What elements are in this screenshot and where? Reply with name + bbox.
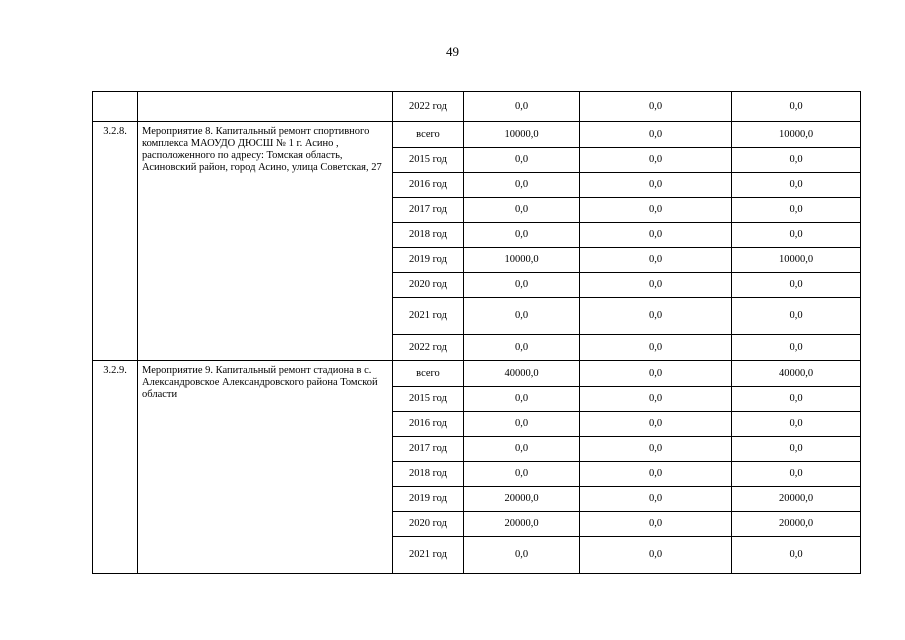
amount-regional-cell: 0,0 [732,412,861,437]
empty-description-cell [138,92,393,122]
amount-total-cell: 0,0 [464,335,580,361]
amount-federal-cell: 0,0 [580,92,732,122]
amount-federal-cell: 0,0 [580,437,732,462]
amount-total-cell: 40000,0 [464,361,580,387]
amount-federal-cell: 0,0 [580,512,732,537]
table-row [93,92,861,122]
period-cell: 2020 год [393,512,464,537]
amount-federal-cell: 0,0 [580,148,732,173]
amount-total-cell: 10000,0 [464,248,580,273]
amount-total-cell: 20000,0 [464,512,580,537]
budget-table [92,91,861,574]
amount-regional-cell: 0,0 [732,148,861,173]
amount-federal-cell: 0,0 [580,335,732,361]
period-cell: 2017 год [393,198,464,223]
amount-regional-cell: 0,0 [732,273,861,298]
amount-federal-cell: 0,0 [580,198,732,223]
amount-total-cell: 10000,0 [464,122,580,148]
amount-regional-cell: 0,0 [732,537,861,574]
amount-total-cell: 0,0 [464,412,580,437]
amount-federal-cell: 0,0 [580,537,732,574]
period-cell: всего [393,361,464,387]
period-cell: 2022 год [393,92,464,122]
budget-table-body [93,92,861,574]
measure-description: Мероприятие 8. Капитальный ремонт спортивного комплекса МАОУДО ДЮСШ № 1 г. Асино , расположенного по адресу: Томская область, Асиновский район, город Асино, улица Советская, 27 [138,122,393,361]
amount-regional-cell: 0,0 [732,462,861,487]
amount-federal-cell: 0,0 [580,412,732,437]
amount-total-cell: 0,0 [464,462,580,487]
period-cell: 2016 год [393,412,464,437]
amount-total-cell: 0,0 [464,173,580,198]
amount-regional-cell: 0,0 [732,437,861,462]
period-cell: 2018 год [393,462,464,487]
measure-description: Мероприятие 9. Капитальный ремонт стадиона в с. Александровское Александровского района Томской области [138,361,393,574]
amount-regional-cell: 0,0 [732,387,861,412]
period-cell: 2020 год [393,273,464,298]
table-row [93,361,861,387]
amount-federal-cell: 0,0 [580,273,732,298]
amount-regional-cell: 0,0 [732,335,861,361]
period-cell: 2019 год [393,248,464,273]
amount-regional-cell: 0,0 [732,298,861,335]
amount-regional-cell: 0,0 [732,173,861,198]
amount-total-cell: 0,0 [464,273,580,298]
period-cell: 2022 год [393,335,464,361]
amount-regional-cell: 0,0 [732,92,861,122]
amount-regional-cell: 40000,0 [732,361,861,387]
amount-total-cell: 0,0 [464,387,580,412]
amount-federal-cell: 0,0 [580,487,732,512]
period-cell: 2017 год [393,437,464,462]
amount-total-cell: 0,0 [464,537,580,574]
amount-total-cell: 0,0 [464,223,580,248]
period-cell: 2015 год [393,148,464,173]
amount-regional-cell: 20000,0 [732,487,861,512]
measure-code: 3.2.9. [93,361,138,574]
amount-federal-cell: 0,0 [580,361,732,387]
amount-federal-cell: 0,0 [580,173,732,198]
amount-total-cell: 0,0 [464,92,580,122]
amount-total-cell: 0,0 [464,437,580,462]
table-row [93,122,861,148]
measure-code: 3.2.8. [93,122,138,361]
period-cell: 2018 год [393,223,464,248]
amount-regional-cell: 0,0 [732,223,861,248]
amount-federal-cell: 0,0 [580,248,732,273]
amount-federal-cell: 0,0 [580,387,732,412]
amount-regional-cell: 20000,0 [732,512,861,537]
amount-federal-cell: 0,0 [580,122,732,148]
amount-total-cell: 0,0 [464,198,580,223]
period-cell: 2021 год [393,298,464,335]
period-cell: 2021 год [393,537,464,574]
empty-code-cell [93,92,138,122]
amount-regional-cell: 10000,0 [732,122,861,148]
amount-federal-cell: 0,0 [580,462,732,487]
page-number: 49 [446,44,459,59]
amount-federal-cell: 0,0 [580,298,732,335]
period-cell: 2015 год [393,387,464,412]
amount-regional-cell: 0,0 [732,198,861,223]
period-cell: 2019 год [393,487,464,512]
period-cell: всего [393,122,464,148]
amount-federal-cell: 0,0 [580,223,732,248]
period-cell: 2016 год [393,173,464,198]
amount-total-cell: 20000,0 [464,487,580,512]
amount-total-cell: 0,0 [464,148,580,173]
amount-regional-cell: 10000,0 [732,248,861,273]
amount-total-cell: 0,0 [464,298,580,335]
